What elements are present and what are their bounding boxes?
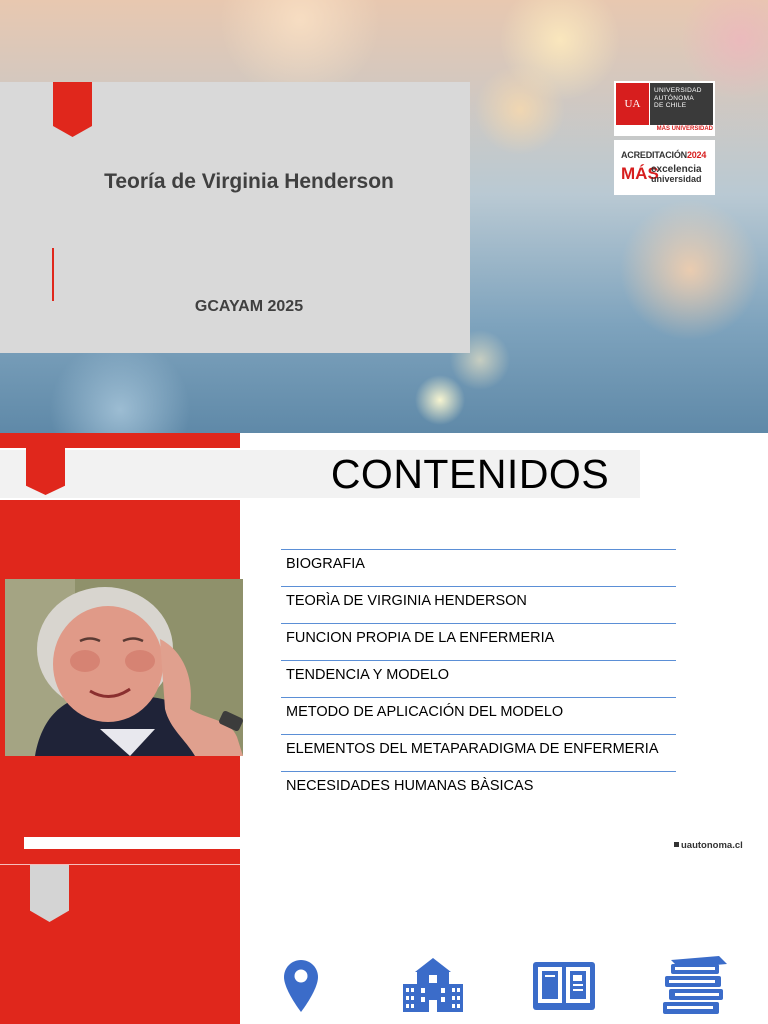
university-name: UNIVERSIDAD AUTÓNOMA DE CHILE bbox=[650, 83, 713, 125]
accent-line bbox=[52, 248, 54, 301]
university-emblem: UA bbox=[616, 83, 649, 125]
title-slide bbox=[0, 0, 768, 433]
building-icon bbox=[403, 958, 463, 1017]
accreditation-logo bbox=[614, 140, 715, 195]
contents-heading: CONTENIDOS bbox=[330, 451, 610, 497]
accreditation-mas: MÁS bbox=[621, 164, 659, 183]
accreditation-line2: universidad bbox=[651, 174, 702, 184]
accreditation-line1: excelencia bbox=[651, 164, 702, 175]
presentation-subtitle: GCAYAM 2025 bbox=[194, 298, 304, 315]
divider bbox=[0, 864, 240, 865]
list-item: ELEMENTOS DEL METAPARADIGMA DE ENFERMERIA bbox=[281, 735, 676, 772]
list-item: NECESIDADES HUMANAS BÀSICAS bbox=[286, 778, 534, 794]
sidebar-strip bbox=[24, 837, 240, 849]
list-item: TENDENCIA Y MODELO bbox=[281, 661, 676, 698]
location-pin-icon bbox=[284, 960, 318, 1017]
books-stack-icon bbox=[663, 956, 727, 1019]
list-item: METODO DE APLICACIÓN DEL MODELO bbox=[281, 698, 676, 735]
list-item: BIOGRAFIA bbox=[281, 550, 676, 587]
list-item: FUNCION PROPIA DE LA ENFERMERIA bbox=[281, 624, 676, 661]
bookmark-ribbon bbox=[26, 433, 65, 495]
website-link[interactable]: uautonoma.cl bbox=[674, 840, 743, 851]
list-item: TEORÌA DE VIRGINIA HENDERSON bbox=[281, 587, 676, 624]
bookmark-ribbon bbox=[53, 82, 92, 137]
bookmark-ribbon bbox=[30, 865, 69, 922]
portrait-photo bbox=[5, 579, 243, 756]
presentation-title: Teoría de Virginia Henderson bbox=[104, 170, 394, 193]
university-logo bbox=[614, 81, 715, 136]
accreditation-label: ACREDITACIÓN2024 bbox=[621, 150, 707, 160]
contents-list bbox=[281, 549, 676, 809]
university-tagline: MÁS UNIVERSIDAD bbox=[656, 126, 713, 132]
book-icon bbox=[533, 962, 595, 1015]
